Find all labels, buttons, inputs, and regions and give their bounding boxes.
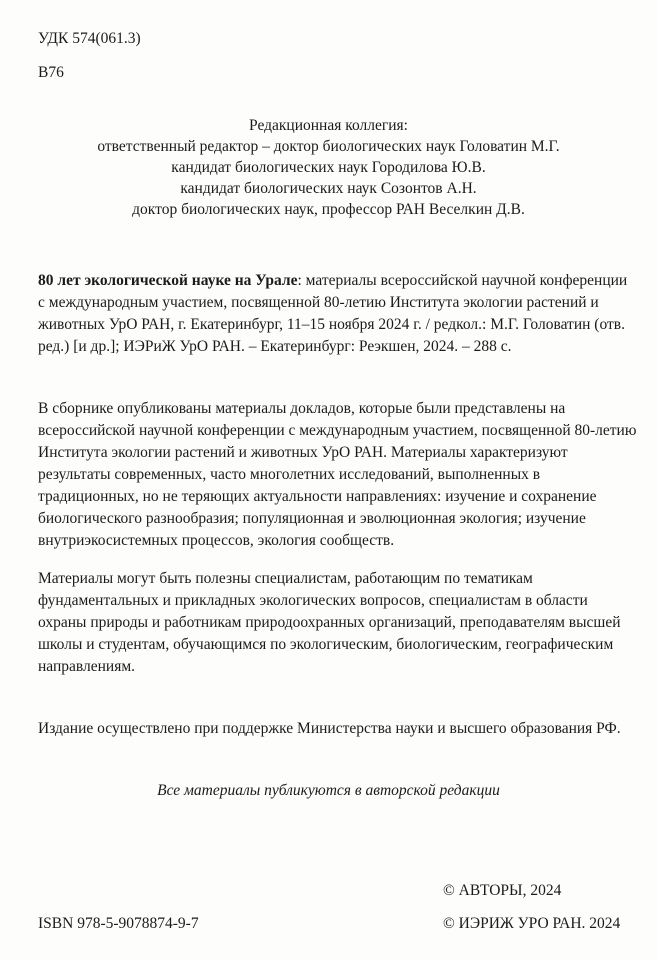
bibliographic-entry — [38, 270, 637, 358]
copyright-authors: © АВТОРЫ, 2024 — [443, 882, 562, 899]
udk-code: УДК 574(061.3) — [38, 30, 141, 47]
editorial-board-member: кандидат биологических наук Городилова Ю.В. — [171, 159, 486, 176]
editorial-board-member: ответственный редактор – доктор биологических наук Головатин М.Г. — [97, 138, 560, 155]
copyright-publisher: © ИЭРИЖ УРО РАН. 2024 — [443, 915, 621, 932]
isbn: ISBN 978-5-9078874-9-7 — [38, 915, 199, 932]
author-sign-code: В76 — [38, 64, 64, 81]
bibliographic-description: : материалы всероссийской научной конференции с международным участием, посвященной 80-летию Института экологии растений и животных УрО РАН, г. Екатеринбург, 11–15 ноября 2024 г. / редкол.: М.Г. Головатин (отв. ред.) [и др.]; ИЭРиЖ УрО РАН. – Екатеринбург: Реэкшен, 2024. – 288 с. — [38, 272, 628, 355]
book-title: 80 лет экологической науке на Урале — [38, 272, 298, 289]
editorial-board-heading: Редакционная коллегия: — [249, 117, 408, 134]
editorial-board — [38, 115, 637, 220]
abstract-paragraph: В сборнике опубликованы материалы докладов, которые были представлены на всероссийской научной конференции с международным участием, посвященной 80-летию Института экологии растений и животных УрО РАН. Материалы характеризуют результаты современных, часто многолетних исследований, выполненных в традиционных, но не теряющих актуальности направлениях: изучение и сохранение биологического разнообразия; популяционная и эволюционная экология; изучение внутриэкосистемных процессов, экология сообществ. — [38, 400, 637, 549]
editorial-board-member: кандидат биологических наук Созонтов А.Н. — [180, 180, 477, 197]
edition-note: Все материалы публикуются в авторской редакции — [157, 781, 500, 799]
editorial-board-member: доктор биологических наук, профессор РАН Веселкин Д.В. — [132, 201, 525, 218]
audience-paragraph: Материалы могут быть полезны специалистам, работающим по тематикам фундаментальных и прикладных экологических вопросов, специалистам в области охраны природы и работникам природоохранных организаций, преподавателям высшей школы и студентам, обучающимся по экологическим, биологическим, географическим направлениям. — [38, 569, 621, 675]
funding-note: Издание осуществлено при поддержке Министерства науки и высшего образования РФ. — [38, 719, 621, 737]
copyright-block — [443, 880, 620, 934]
